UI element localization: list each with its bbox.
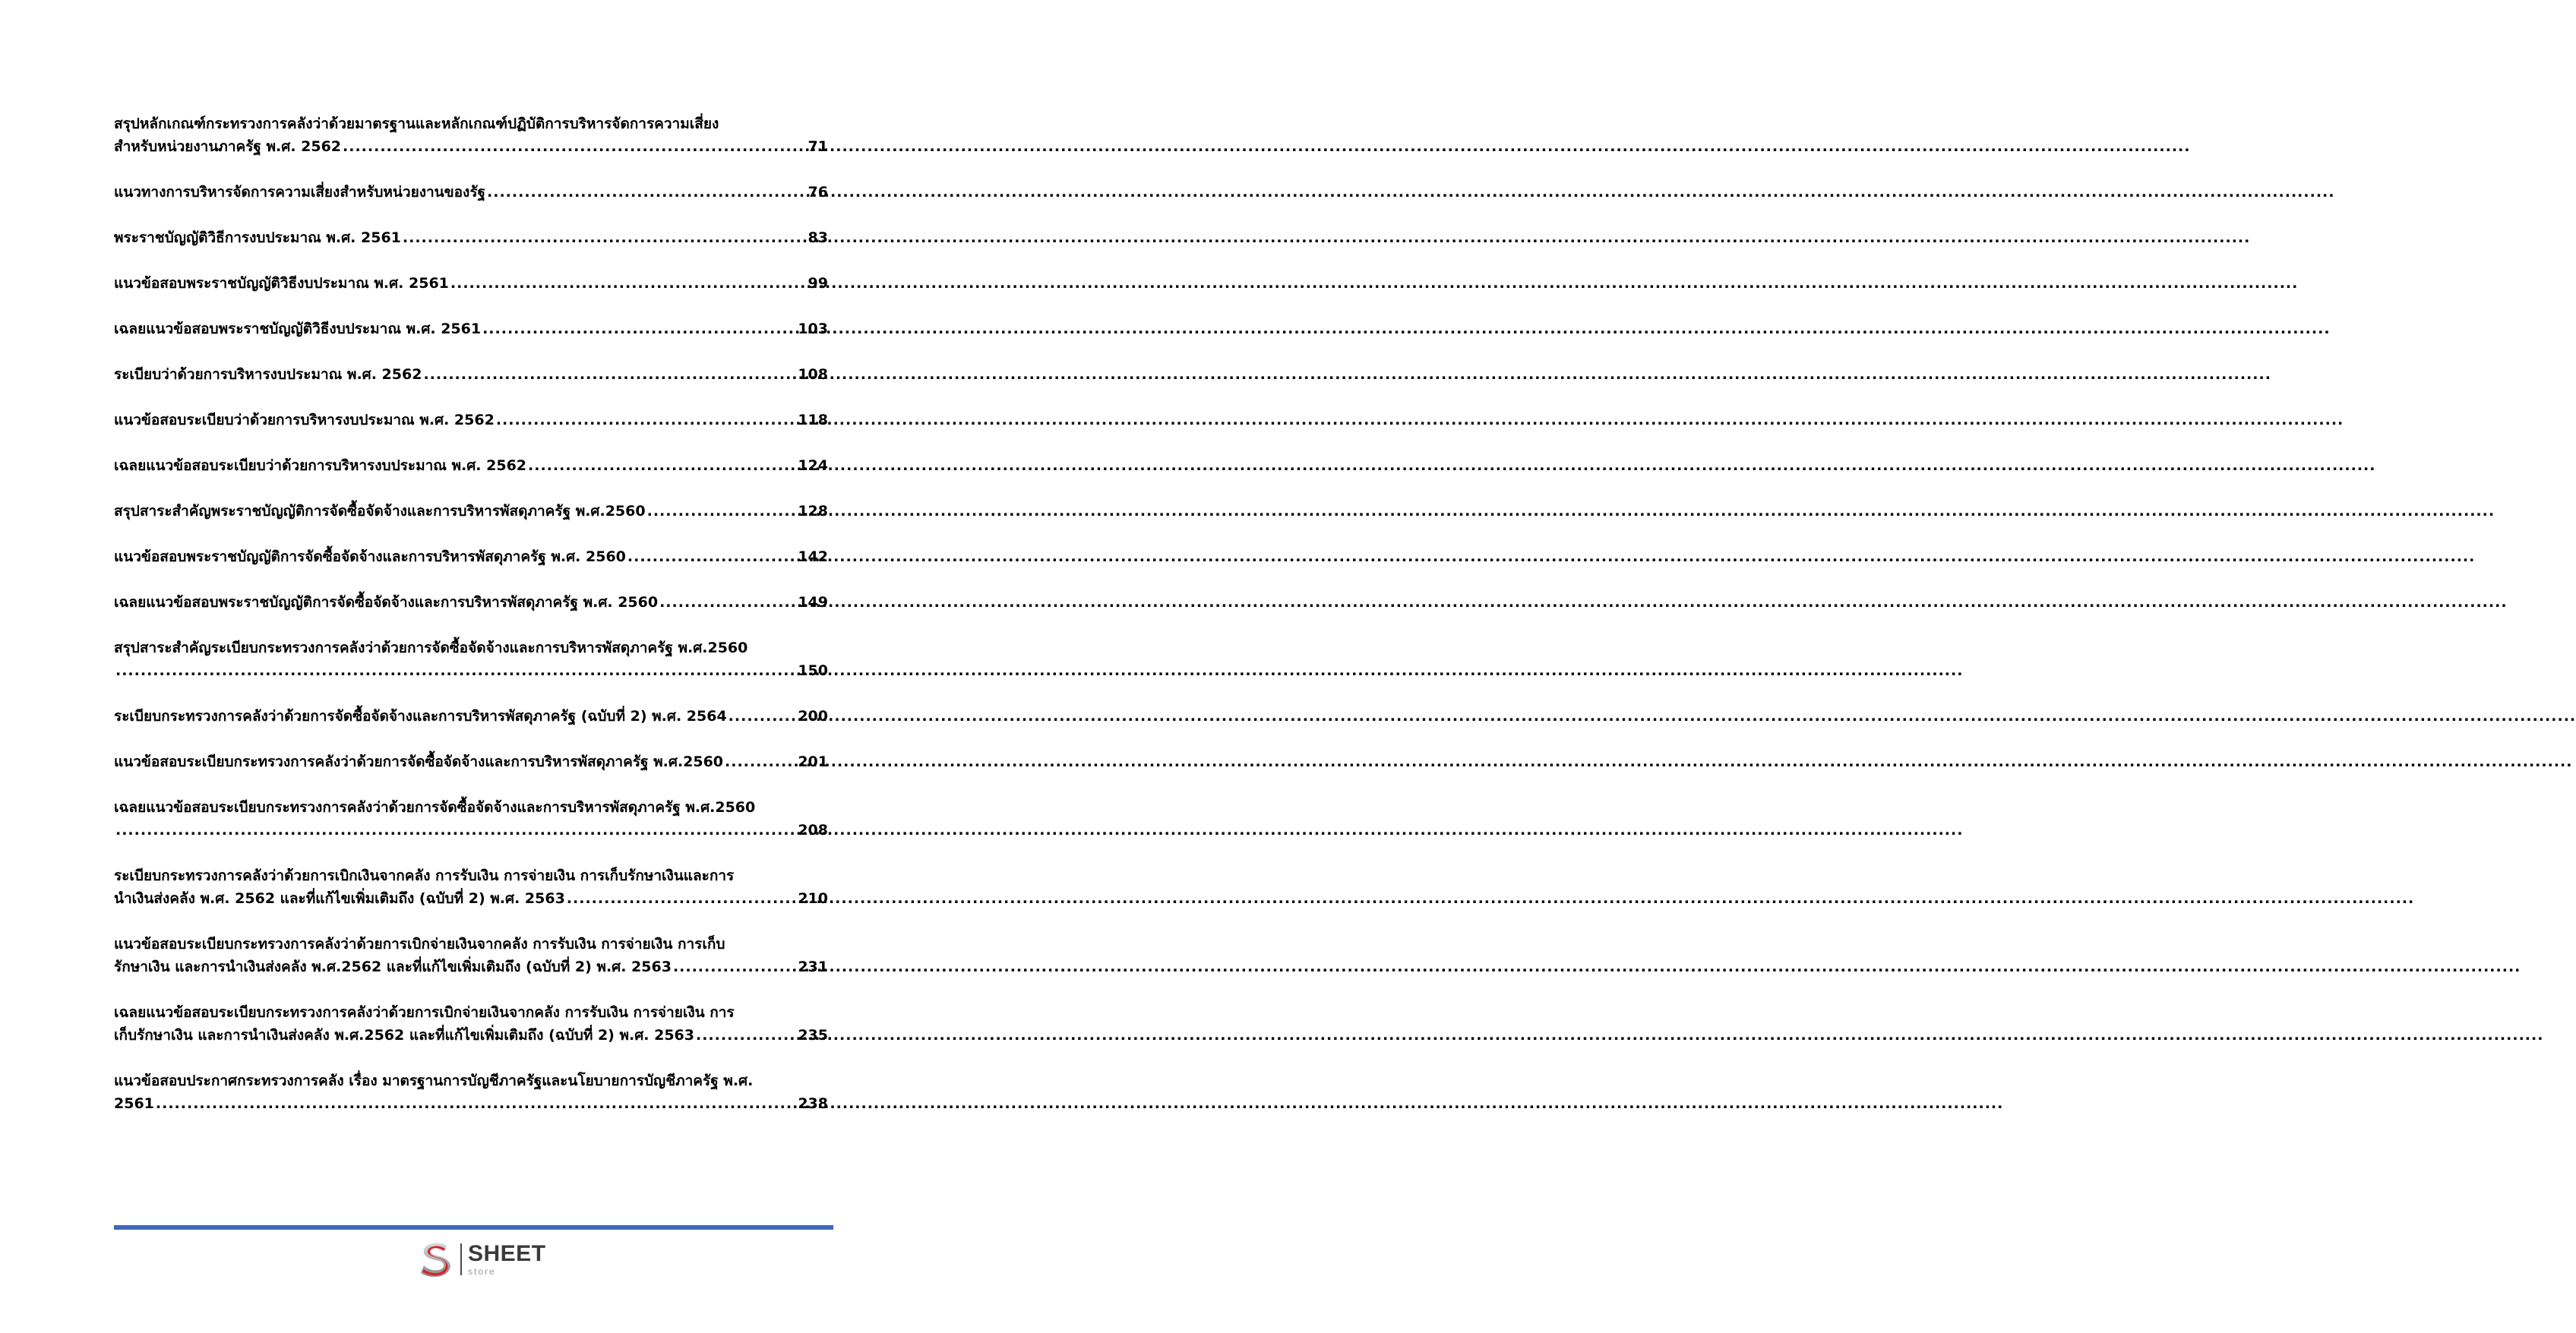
toc-dot-leader bbox=[115, 819, 796, 842]
logo-subtitle: store bbox=[468, 1266, 496, 1277]
toc-dot-leader bbox=[725, 750, 796, 773]
toc-entry-row bbox=[114, 750, 828, 773]
logo-text bbox=[468, 1243, 546, 1276]
toc-entry-row bbox=[114, 1092, 828, 1115]
toc-page-number: 210 bbox=[798, 890, 828, 907]
toc-dot-leader bbox=[423, 363, 796, 386]
toc-page-number: 128 bbox=[798, 503, 828, 520]
toc-entry[interactable] bbox=[114, 705, 828, 728]
toc-page-number: 83 bbox=[808, 229, 828, 246]
toc-page-number: 149 bbox=[798, 594, 828, 611]
toc-entry-row bbox=[114, 272, 828, 295]
toc-entry-row bbox=[114, 545, 828, 568]
toc-dot-leader bbox=[450, 272, 807, 295]
toc-entry-title: สำหรับหน่วยงานภาครัฐ พ.ศ. 2562 bbox=[114, 138, 342, 155]
toc-entry[interactable] bbox=[114, 1069, 828, 1115]
toc-entry-title: ระเบียบว่าด้วยการบริหารงบประมาณ พ.ศ. 2562 bbox=[114, 366, 422, 383]
toc-entry-title: ระเบียบกระทรวงการคลังว่าด้วยการจัดซื้อจัดจ้างและการบริหารพัสดุภาครัฐ (ฉบับที่ 2) พ.ศ. 2564 bbox=[114, 708, 727, 725]
toc-entry[interactable] bbox=[114, 409, 828, 431]
toc-page-number: 99 bbox=[808, 275, 828, 292]
toc-dot-leader bbox=[627, 545, 796, 568]
toc-entry[interactable] bbox=[114, 226, 828, 249]
toc-page-number: 76 bbox=[808, 184, 828, 201]
toc-page-number: 231 bbox=[798, 959, 828, 975]
toc-entry[interactable] bbox=[114, 1001, 828, 1047]
toc-entry-title: แนวข้อสอบระเบียบกระทรวงการคลังว่าด้วยการจัดซื้อจัดจ้างและการบริหารพัสดุภาครัฐ พ.ศ.2560 bbox=[114, 753, 724, 770]
toc-entry[interactable] bbox=[114, 933, 828, 978]
toc-entry-title: เฉลยแนวข้อสอบระเบียบว่าด้วยการบริหารงบประมาณ พ.ศ. 2562 bbox=[114, 457, 527, 474]
toc-page-number: 238 bbox=[798, 1095, 828, 1112]
toc-entry-row bbox=[114, 317, 828, 340]
toc-entry-row bbox=[114, 135, 828, 158]
toc-entry-title: สรุปสาระสำคัญพระราชบัญญัติการจัดซื้อจัดจ้างและการบริหารพัสดุภาครัฐ พ.ศ.2560 bbox=[114, 503, 646, 520]
table-of-contents bbox=[114, 112, 828, 1138]
toc-dot-leader bbox=[673, 956, 796, 978]
toc-page-number: 142 bbox=[798, 548, 828, 565]
footer-rule bbox=[114, 1225, 833, 1230]
toc-entry-title: แนวข้อสอบพระราชบัญญัติวิธีงบประมาณ พ.ศ. 2561 bbox=[114, 275, 449, 292]
toc-entry-row bbox=[114, 226, 828, 249]
toc-entry[interactable] bbox=[114, 864, 828, 910]
toc-page-number: 108 bbox=[798, 366, 828, 383]
toc-dot-leader bbox=[482, 317, 796, 340]
toc-entry-row bbox=[114, 659, 828, 682]
toc-entry-title-line: แนวข้อสอบระเบียบกระทรวงการคลังว่าด้วยการเบิกจ่ายเงินจากคลัง การรับเงิน การจ่ายเงิน การเก็บ bbox=[114, 936, 725, 952]
toc-entry-title-line: แนวข้อสอบประกาศกระทรวงการคลัง เรื่อง มาตรฐานการบัญชีภาครัฐและนโยบายการบัญชีภาครัฐ พ.ศ. bbox=[114, 1072, 754, 1089]
toc-dot-leader bbox=[647, 500, 797, 523]
toc-page-number: 71 bbox=[808, 138, 828, 155]
toc-entry[interactable] bbox=[114, 796, 828, 842]
toc-entry[interactable] bbox=[114, 363, 828, 386]
toc-page-number: 124 bbox=[798, 457, 828, 474]
logo-separator bbox=[460, 1243, 462, 1275]
toc-entry-title-line: เฉลยแนวข้อสอบระเบียบกระทรวงการคลังว่าด้วยการจัดซื้อจัดจ้างและการบริหารพัสดุภาครัฐ พ.ศ.2560 bbox=[114, 799, 756, 816]
toc-entry[interactable] bbox=[114, 500, 828, 523]
toc-entry-row bbox=[114, 705, 828, 728]
toc-entry[interactable] bbox=[114, 750, 828, 773]
toc-dot-leader bbox=[528, 454, 796, 477]
toc-entry-row bbox=[114, 956, 828, 978]
toc-entry[interactable] bbox=[114, 545, 828, 568]
toc-entry[interactable] bbox=[114, 112, 828, 158]
toc-dot-leader bbox=[403, 226, 807, 249]
toc-page-number: 200 bbox=[798, 708, 828, 725]
toc-entry-row bbox=[114, 409, 828, 431]
toc-entry-title: เฉลยแนวข้อสอบพระราชบัญญัติการจัดซื้อจัดจ้างและการบริหารพัสดุภาครัฐ พ.ศ. 2560 bbox=[114, 594, 659, 611]
toc-dot-leader bbox=[343, 135, 807, 158]
toc-entry-title: รักษาเงิน และการนำเงินส่งคลัง พ.ศ.2562 และที่แก้ไขเพิ่มเติมถึง (ฉบับที่ 2) พ.ศ. 2563 bbox=[114, 959, 672, 975]
toc-entry-title-line: สรุปสาระสำคัญระเบียบกระทรวงการคลังว่าด้วยการจัดซื้อจัดจ้างและการบริหารพัสดุภาครัฐ พ.ศ.2560 bbox=[114, 640, 748, 656]
toc-entry-title: นำเงินส่งคลัง พ.ศ. 2562 และที่แก้ไขเพิ่มเติมถึง (ฉบับที่ 2) พ.ศ. 2563 bbox=[114, 890, 565, 907]
toc-entry[interactable] bbox=[114, 181, 828, 204]
toc-dot-leader bbox=[156, 1092, 796, 1115]
toc-entry-row bbox=[114, 181, 828, 204]
toc-page-number: 201 bbox=[798, 753, 828, 770]
toc-entry-title-line: สรุปหลักเกณฑ์กระทรวงการคลังว่าด้วยมาตรฐานและหลักเกณฑ์ปฏิบัติการบริหารจัดการความเสี่ยง bbox=[114, 115, 719, 132]
toc-dot-leader bbox=[659, 591, 796, 614]
toc-page-number: 208 bbox=[798, 822, 828, 839]
toc-entry-title: แนวข้อสอบระเบียบว่าด้วยการบริหารงบประมาณ พ.ศ. 2562 bbox=[114, 412, 495, 428]
toc-entry-title: แนวข้อสอบพระราชบัญญัติการจัดซื้อจัดจ้างและการบริหารพัสดุภาครัฐ พ.ศ. 2560 bbox=[114, 548, 626, 565]
toc-dot-leader bbox=[496, 409, 797, 431]
toc-page-number: 118 bbox=[798, 412, 828, 428]
toc-dot-leader bbox=[729, 705, 797, 728]
toc-entry-row bbox=[114, 1024, 828, 1047]
toc-entry-row bbox=[114, 363, 828, 386]
toc-dot-leader bbox=[567, 887, 797, 910]
toc-entry[interactable] bbox=[114, 317, 828, 340]
toc-dot-leader bbox=[115, 659, 796, 682]
toc-entry[interactable] bbox=[114, 636, 828, 682]
toc-entry-row bbox=[114, 454, 828, 477]
toc-entry[interactable] bbox=[114, 591, 828, 614]
toc-page-number: 150 bbox=[798, 662, 828, 679]
toc-dot-leader bbox=[696, 1024, 796, 1047]
toc-entry-title: พระราชบัญญัติวิธีการงบประมาณ พ.ศ. 2561 bbox=[114, 229, 401, 246]
toc-entry-row bbox=[114, 500, 828, 523]
toc-entry[interactable] bbox=[114, 454, 828, 477]
toc-entry-row bbox=[114, 819, 828, 842]
toc-entry-title: เก็บรักษาเงิน และการนำเงินส่งคลัง พ.ศ.2562 และที่แก้ไขเพิ่มเติมถึง (ฉบับที่ 2) พ.ศ. 2563 bbox=[114, 1027, 694, 1044]
toc-entry-title: 2561 bbox=[114, 1095, 154, 1112]
toc-page-number: 235 bbox=[798, 1027, 828, 1044]
toc-page-number: 103 bbox=[798, 321, 828, 337]
toc-entry[interactable] bbox=[114, 272, 828, 295]
toc-entry-row bbox=[114, 591, 828, 614]
toc-entry-title: เฉลยแนวข้อสอบพระราชบัญญัติวิธีงบประมาณ พ.ศ. 2561 bbox=[114, 321, 482, 337]
toc-entry-title-line: ระเบียบกระทรวงการคลังว่าด้วยการเบิกเงินจากคลัง การรับเงิน การจ่ายเงิน การเก็บรักษาเงินและการ bbox=[114, 867, 735, 884]
toc-dot-leader bbox=[487, 181, 807, 204]
toc-entry-title-line: เฉลยแนวข้อสอบระเบียบกระทรวงการคลังว่าด้วยการเบิกจ่ายเงินจากคลัง การรับเงิน การจ่ายเงิน การ bbox=[114, 1004, 735, 1021]
logo-word: SHEET bbox=[468, 1241, 546, 1266]
toc-entry-title: แนวทางการบริหารจัดการความเสี่ยงสำหรับหน่วยงานของรัฐ bbox=[114, 184, 486, 201]
sheet-store-s-icon bbox=[416, 1240, 456, 1279]
toc-entry-row bbox=[114, 887, 828, 910]
sheet-store-logo bbox=[416, 1238, 546, 1281]
